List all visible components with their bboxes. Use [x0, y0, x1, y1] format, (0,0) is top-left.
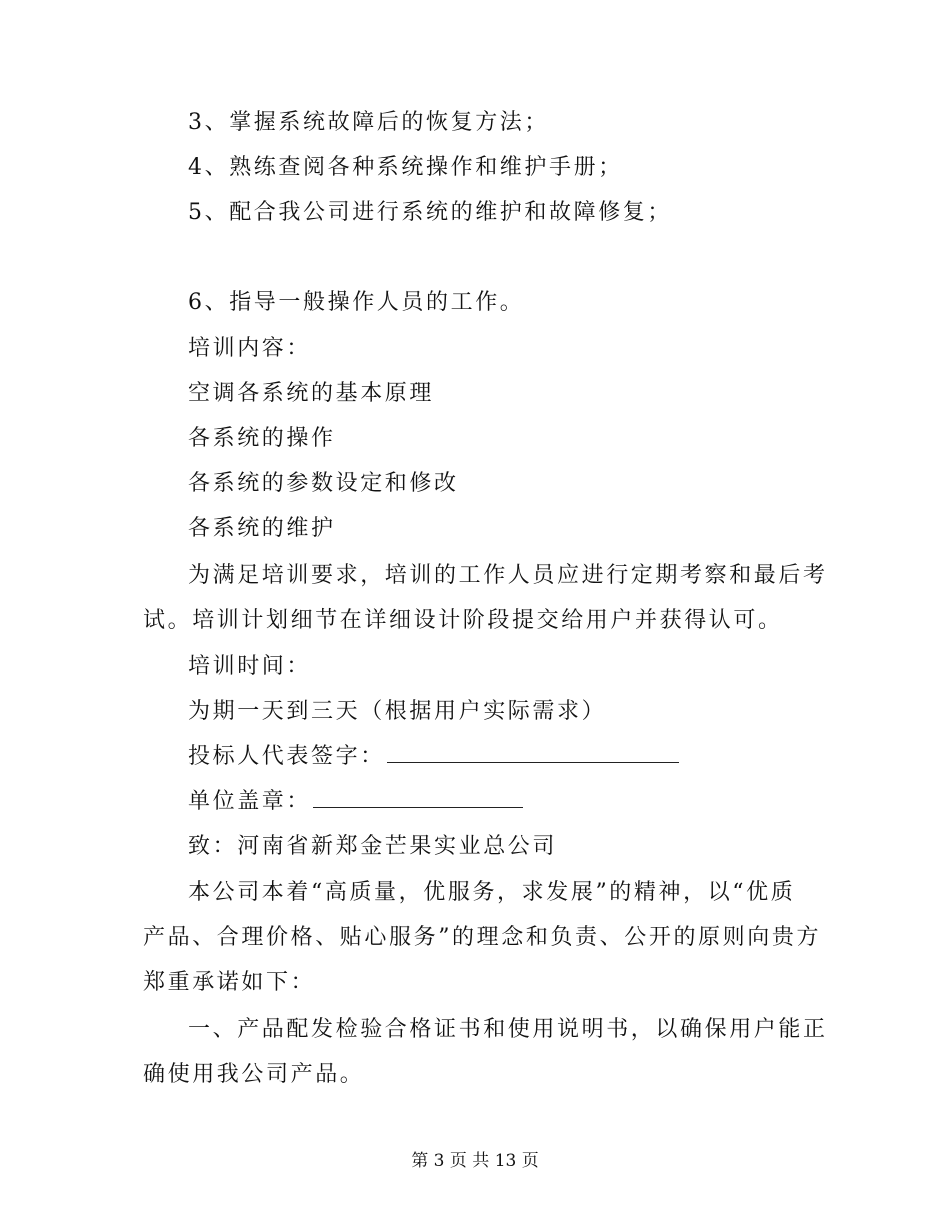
text-line: 为期一天到三天（根据用户实际需求） — [188, 699, 607, 724]
section-heading: 培训内容： — [188, 336, 312, 361]
paragraph-line: 一、产品配发检验合格证书和使用说明书，以确保用户能正 — [188, 1017, 828, 1042]
text-line: 3、掌握系统故障后的恢复方法； — [188, 110, 549, 135]
paragraph-line: 本公司本着“高质量，优服务，求发展”的精神，以“优质 — [188, 880, 796, 905]
signature-blank — [387, 742, 679, 763]
text-line: 4、熟练查阅各种系统操作和维护手册； — [188, 155, 623, 180]
paragraph-line: 产品、合理价格、贴心服务”的理念和负责、公开的原则向贵方 — [143, 925, 822, 950]
paragraph-line: 试。培训计划细节在详细设计阶段提交给用户并获得认可。 — [143, 608, 783, 633]
signature-label: 投标人代表签字： — [188, 744, 385, 769]
seal-line — [188, 787, 523, 817]
paragraph-line: 郑重承诺如下： — [143, 970, 316, 995]
paragraph-line: 确使用我公司产品。 — [143, 1062, 365, 1087]
seal-label: 单位盖章： — [188, 789, 312, 814]
signature-line — [188, 742, 679, 772]
text-line: 各系统的操作 — [188, 426, 336, 451]
text-line: 各系统的维护 — [188, 516, 336, 541]
text-line: 各系统的参数设定和修改 — [188, 471, 459, 496]
paragraph-line: 为满足培训要求，培训的工作人员应进行定期考察和最后考 — [188, 563, 828, 588]
section-heading: 培训时间： — [188, 654, 312, 679]
seal-blank — [313, 787, 523, 808]
addressee-line: 致：河南省新郑金芒果实业总公司 — [188, 834, 558, 859]
text-line: 5、配合我公司进行系统的维护和故障修复； — [188, 200, 672, 225]
page-number-footer: 第 3 页 共 13 页 — [411, 1151, 539, 1171]
text-line: 空调各系统的基本原理 — [188, 381, 435, 406]
text-line: 6、指导一般操作人员的工作。 — [188, 290, 525, 315]
